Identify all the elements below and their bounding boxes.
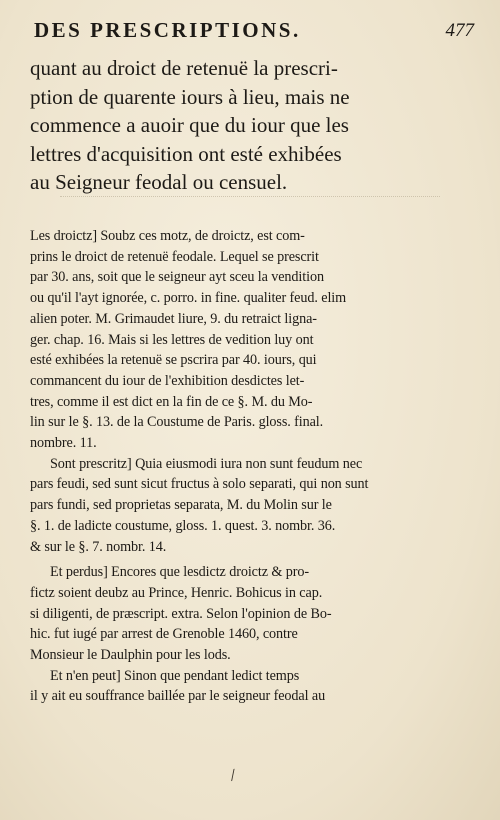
gloss-commentary — [30, 226, 466, 707]
gloss-line: §. 1. de ladicte coustume, gloss. 1. quest. 3. nombr. 36. — [30, 517, 336, 534]
ink-mark-icon: ⁄ — [229, 768, 238, 784]
gloss-line: Et n'en peut] Sinon que pendant ledict temps — [50, 667, 300, 684]
gloss-line: prins le droict de retenuë feodale. Lequel se prescrit — [30, 248, 319, 265]
running-head-title: DES PRESCRIPTIONS. — [34, 18, 301, 42]
main-text-paragraph — [30, 54, 466, 197]
gloss-line: pars fundi, sed proprietas separata, M. du Molin sur le — [30, 497, 332, 514]
gloss-line: & sur le §. 7. nombr. 14. — [30, 538, 167, 555]
gloss-line: hic. fut iugé par arrest de Grenoble 1460, contre — [30, 626, 298, 643]
gloss-line: il y ait eu souffrance baillée par le seigneur feodal au — [30, 688, 326, 705]
gloss-line: ou qu'il l'ayt ignorée, c. porro. in fine. qualiter feud. elim — [30, 290, 347, 307]
main-text-line: ption de quarente iours à lieu, mais ne — [30, 84, 350, 109]
section-divider — [60, 196, 440, 211]
gloss-line: ger. chap. 16. Mais si les lettres de vedition luy ont — [30, 331, 314, 348]
gloss-line: Monsieur le Daulphin pour les lods. — [30, 647, 231, 664]
gloss-line: Sont prescritz] Quia eiusmodi iura non sunt feudum nec — [50, 455, 363, 472]
gloss-line: esté exhibées la retenuë se pscrira par 40. iours, qui — [30, 352, 317, 369]
gloss-line: Les droictz] Soubz ces motz, de droictz, est com- — [30, 228, 305, 244]
gloss-line: par 30. ans, soit que le seigneur ayt sceu la vendition — [30, 269, 324, 286]
main-text-line: lettres d'acquisition ont esté exhibées — [30, 141, 342, 166]
main-text-line: commence a auoir que du iour que les — [30, 113, 349, 138]
running-head — [34, 14, 474, 44]
gloss-line: tres, comme il est dict en la fin de ce §. M. du Mo- — [30, 393, 313, 410]
gloss-line: lin sur le §. 13. de la Coustume de Paris. gloss. final. — [30, 414, 324, 431]
gloss-line: nombre. 11. — [30, 435, 97, 452]
main-text-line: au Seigneur feodal ou censuel. — [30, 170, 288, 195]
main-text-line: quant au droict de retenuë la prescri- — [30, 56, 338, 80]
gloss-line: pars feudi, sed sunt sicut fructus à solo separati, qui non sunt — [30, 476, 369, 493]
gloss-line: commancent du iour de l'exhibition desdictes let- — [30, 372, 305, 389]
page-number: 477 — [445, 20, 474, 41]
gloss-line: alien poter. M. Grimaudet liure, 9. du retraict ligna- — [30, 310, 317, 327]
gloss-line: fictz soient deubz au Prince, Henric. Bohicus in cap. — [30, 584, 323, 601]
gloss-line: Et perdus] Encores que lesdictz droictz & pro- — [50, 564, 309, 581]
gloss-line: si diligenti, de præscript. extra. Selon l'opinion de Bo- — [30, 605, 332, 622]
